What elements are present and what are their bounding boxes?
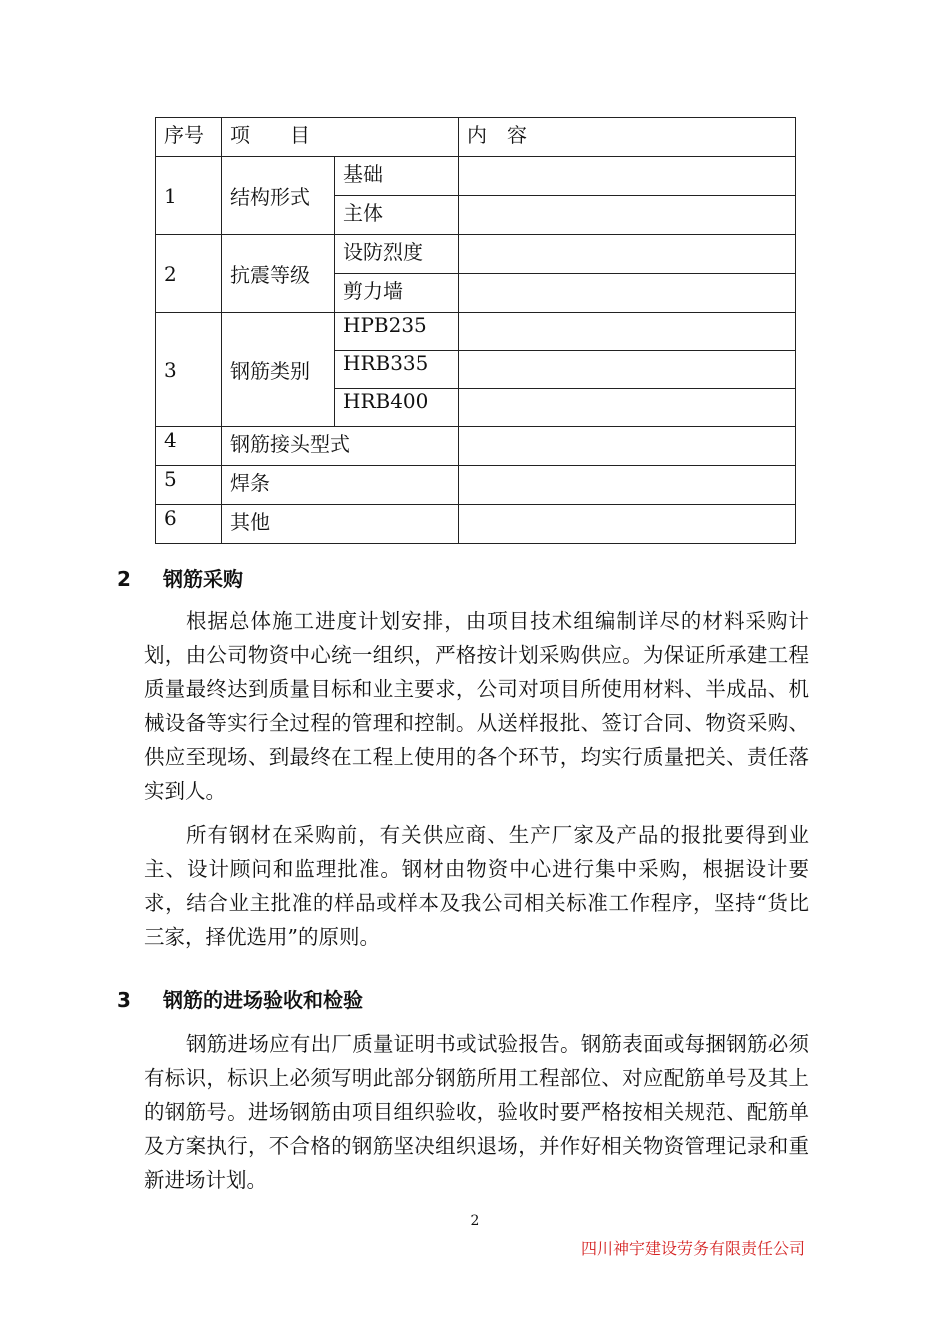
row-no: 5 xyxy=(156,466,222,505)
row-no: 4 xyxy=(156,427,222,466)
row-no: 1 xyxy=(156,157,222,235)
table-row xyxy=(156,313,796,351)
table-row xyxy=(156,235,796,274)
row-sub-item: 基础 xyxy=(335,157,459,196)
row-content-cell xyxy=(459,274,796,313)
row-sub-item: 设防烈度 xyxy=(335,235,459,274)
row-content-cell xyxy=(459,427,796,466)
row-no: 2 xyxy=(156,235,222,313)
row-content-cell xyxy=(459,313,796,351)
row-item: 钢筋接头型式 xyxy=(222,427,459,466)
row-sub-item: HPB235 xyxy=(335,313,459,351)
row-content-cell xyxy=(459,196,796,235)
section-title: 钢筋的进场验收和检验 xyxy=(163,988,363,1012)
row-content-cell xyxy=(459,389,796,427)
header-content: 内 容 xyxy=(459,118,796,157)
row-content-cell xyxy=(459,235,796,274)
row-item: 抗震等级 xyxy=(222,235,335,313)
section-title: 钢筋采购 xyxy=(163,567,243,591)
table-header-row xyxy=(156,118,796,157)
row-item: 焊条 xyxy=(222,466,459,505)
section-number: 2 xyxy=(117,567,131,591)
row-content-cell xyxy=(459,505,796,544)
section-number: 3 xyxy=(117,988,131,1012)
table-row xyxy=(156,157,796,196)
table-row xyxy=(156,505,796,544)
row-item: 其他 xyxy=(222,505,459,544)
row-content-cell xyxy=(459,466,796,505)
row-item: 结构形式 xyxy=(222,157,335,235)
row-content-cell xyxy=(459,157,796,196)
row-sub-item: HRB335 xyxy=(335,351,459,389)
company-name: 四川神宇建设劳务有限责任公司 xyxy=(580,1239,805,1258)
paragraph: 根据总体施工进度计划安排，由项目技术组编制详尽的材料采购计划，由公司物资中心统一组织，严格按计划采购供应。为保证所承建工程质量最终达到质量目标和业主要求，公司对项目所使用材料、半成品、机械设备等实行全过程的管理和控制。从送样报批、签订合同、物资采购、供应至现场、到最终在工程上使用的各个环节，均实行质量把关、责任落实到人。 xyxy=(144,609,809,803)
page-number: 2 xyxy=(470,1213,480,1229)
row-sub-item: 剪力墙 xyxy=(335,274,459,313)
spec-table xyxy=(155,117,796,544)
table-row xyxy=(156,427,796,466)
section-heading xyxy=(117,984,363,1013)
table-row xyxy=(156,466,796,505)
row-item: 钢筋类别 xyxy=(222,313,335,427)
row-content-cell xyxy=(459,351,796,389)
paragraph: 钢筋进场应有出厂质量证明书或试验报告。钢筋表面或每捆钢筋必须有标识，标识上必须写明此部分钢筋所用工程部位、对应配筋单号及其上的钢筋号。进场钢筋由项目组织验收，验收时要严格按相关规范、配筋单及方案执行，不合格的钢筋坚决组织退场，并作好相关物资管理记录和重新进场计划。 xyxy=(144,1032,809,1192)
paragraph: 所有钢材在采购前，有关供应商、生产厂家及产品的报批要得到业主、设计顾问和监理批准。钢材由物资中心进行集中采购，根据设计要求，结合业主批准的样品或样本及我公司相关标准工作程序，坚持“货比三家，择优选用”的原则。 xyxy=(144,823,809,949)
row-no: 3 xyxy=(156,313,222,427)
row-sub-item: HRB400 xyxy=(335,389,459,427)
row-sub-item: 主体 xyxy=(335,196,459,235)
section-heading xyxy=(117,563,243,592)
header-no: 序号 xyxy=(156,118,222,157)
row-no: 6 xyxy=(156,505,222,544)
header-item: 项 目 xyxy=(222,118,459,157)
